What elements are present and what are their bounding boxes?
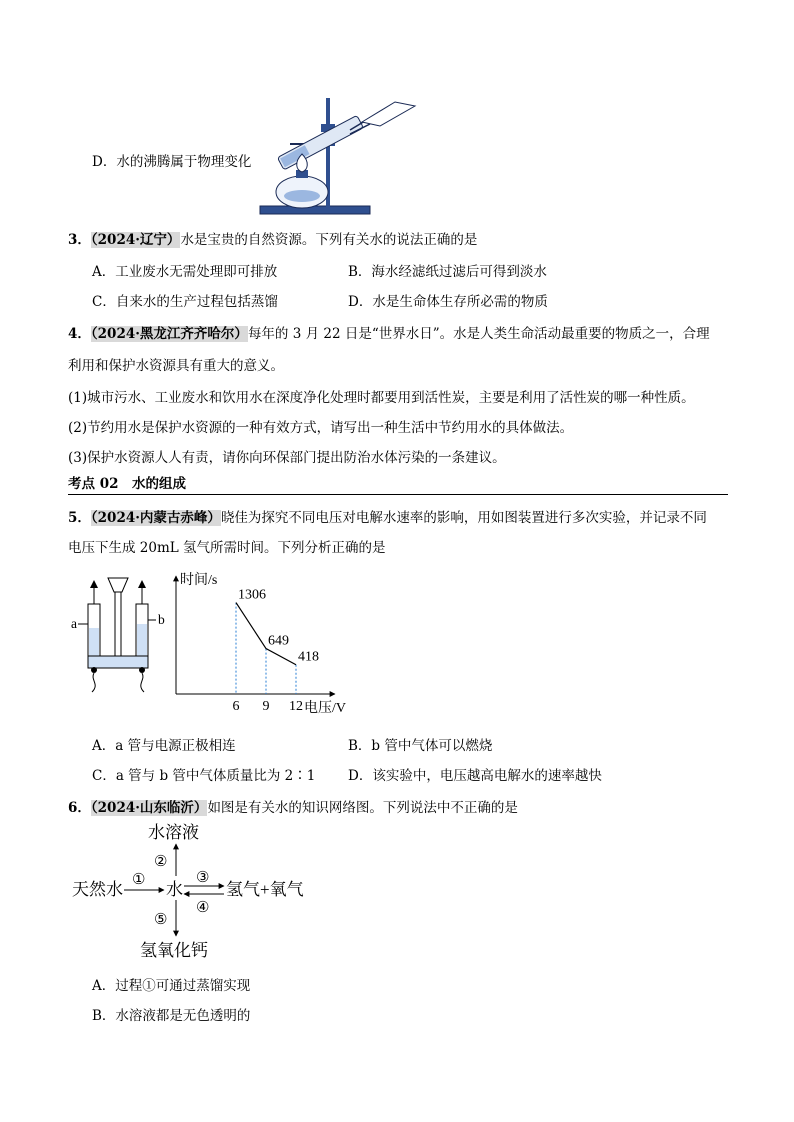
data-label: 1306 [238,587,266,603]
electrolysis-apparatus-figure [70,568,170,700]
x-tick-label: 12 [289,699,303,714]
question-5 [68,506,707,526]
question-number: 5． [68,510,91,526]
option-c: C．a 管与 b 管中气体质量比为 2∶1 [92,768,316,784]
question-number: 4． [68,326,91,342]
question-6 [68,796,518,816]
data-label: 649 [268,633,289,649]
q2-option-d: D．水的沸腾属于物理变化 [92,154,252,170]
question-number: 3． [68,232,91,248]
option-a: A．工业废水无需处理即可排放 [92,264,278,280]
step-4: ④ [196,900,210,916]
sub-question-2: (2)节约用水是保护水资源的一种有效方式，请写出一种生活中节约用水的具体做法。 [68,420,574,436]
data-label: 418 [298,649,319,665]
step-5: ⑤ [154,912,168,928]
tube-a-label: a [71,616,77,631]
question-source: （2024·黑龙江齐齐哈尔） [90,326,248,342]
option-a: A．过程①可通过蒸馏实现 [92,978,251,994]
question-3 [68,228,477,248]
option-c: C．自来水的生产过程包括蒸馏 [92,294,278,310]
node-hydrogen-oxygen: 氢气+氧气 [226,880,304,899]
question-number: 6． [68,800,91,816]
question-source: （2024·辽宁） [90,232,181,248]
node-water: 水 [166,880,183,899]
question-stem-line2: 电压下生成 20mL 氢气所需时间。下列分析正确的是 [68,540,386,556]
question-stem: 水是宝贵的自然资源。下列有关水的说法正确的是 [180,232,478,248]
question-stem-line1: 晓佳为探究不同电压对电解水速率的影响，用如图装置进行多次实验，并记录不同 [220,510,707,526]
option-d: D．该实验中，电压越高电解水的速率越快 [348,768,602,784]
x-axis-label: 电压/V [304,701,346,716]
x-tick-label: 9 [262,699,270,714]
node-aqueous-solution: 水溶液 [148,823,199,842]
question-source: （2024·内蒙古赤峰） [90,510,221,526]
step-3: ③ [196,870,210,886]
section-title: 考点 02 水的组成 [68,472,728,495]
voltage-time-chart [170,570,360,720]
question-stem-line2: 利用和保护水资源具有重大的意义。 [68,358,284,374]
step-2: ② [154,854,168,870]
option-a: A．a 管与电源正极相连 [92,738,236,754]
option-b: B．海水经滤纸过滤后可得到淡水 [348,264,547,280]
question-stem-line1: 每年的 3 月 22 日是“世界水日”。水是人类生命活动最重要的物质之一，合理 [247,326,710,342]
sub-question-1: (1)城市污水、工业废水和饮用水在深度净化处理时都要用到活性炭，主要是利用了活性炭的哪一种性质。 [68,390,695,406]
question-stem: 如图是有关水的知识网络图。下列说法中不正确的是 [207,800,518,816]
question-source: （2024·山东临沂） [90,800,208,816]
node-calcium-hydroxide: 氢氧化钙 [140,941,208,960]
option-b: B．水溶液都是无色透明的 [92,1008,251,1024]
y-axis-label: 时间/s [180,573,218,588]
question-4 [68,322,710,342]
node-natural-water: 天然水 [72,880,123,899]
water-network-diagram [70,820,330,962]
x-tick-label: 6 [232,699,240,714]
step-1: ① [132,872,146,888]
sub-question-3: (3)保护水资源人人有责，请你向环保部门提出防治水体污染的一条建议。 [68,450,506,466]
tube-b-label: b [158,612,165,627]
boiling-apparatus-figure [250,92,420,222]
option-d: D．水是生命体生存所必需的物质 [348,294,548,310]
option-b: B．b 管中气体可以燃烧 [348,738,493,754]
